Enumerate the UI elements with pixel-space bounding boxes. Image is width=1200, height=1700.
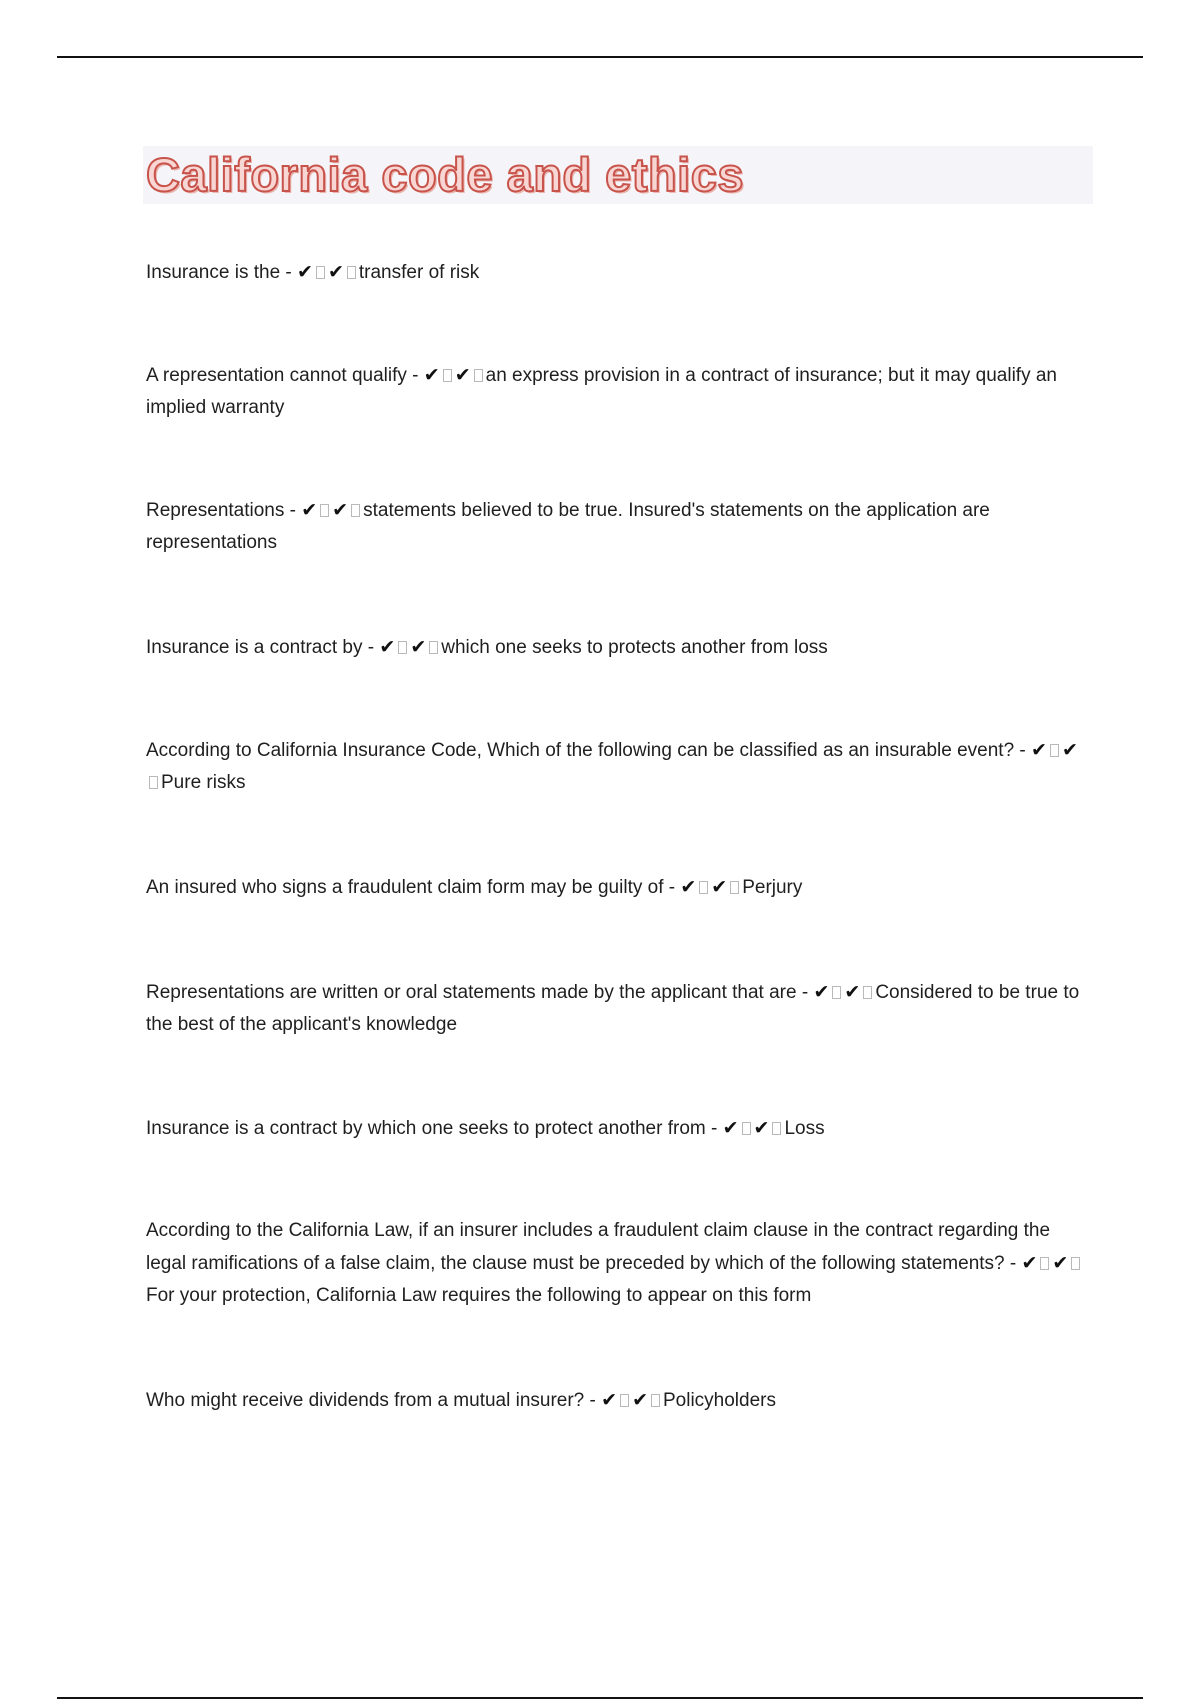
check-mark-icon: ✔ <box>297 261 313 283</box>
check-mark-icon: ✔ <box>327 261 344 283</box>
answer-text: Policyholders <box>662 1390 776 1411</box>
box-icon <box>443 369 452 382</box>
box-icon <box>772 1122 781 1135</box>
question-text: Insurance is a contract by which one seeks to protect another from - <box>146 1118 723 1139</box>
check-mark-icon: ✔ <box>813 981 830 1003</box>
check-mark-icon: ✔ <box>454 364 471 386</box>
box-icon <box>832 986 841 999</box>
answer-text: statements believed to be true. Insured's statements on the application are representations <box>146 500 990 553</box>
qa-item <box>146 734 1086 799</box>
check-mark-icon: ✔ <box>601 1389 618 1411</box>
answer-text: Loss <box>784 1118 825 1139</box>
check-mark-icon: ✔ <box>410 636 427 658</box>
box-icon <box>1040 1257 1049 1270</box>
box-icon <box>620 1394 629 1407</box>
box-icon <box>1050 744 1059 757</box>
check-mark-icon: ✔ <box>1052 1252 1069 1274</box>
question-text: A representation cannot qualify - <box>146 365 424 386</box>
check-mark-icon: ✔ <box>722 1117 739 1139</box>
check-mark-icon: ✔ <box>711 876 728 898</box>
box-icon <box>1071 1257 1080 1270</box>
qa-item <box>146 631 1086 664</box>
check-mark-icon: ✔ <box>753 1117 770 1139</box>
top-rule <box>57 56 1143 58</box>
check-mark-icon: ✔ <box>301 499 318 521</box>
question-text: Representations - <box>146 500 302 521</box>
box-icon <box>320 504 329 517</box>
check-mark-icon: ✔ <box>423 364 440 386</box>
check-mark-icon: ✔ <box>844 981 861 1003</box>
qa-item <box>146 1112 1086 1145</box>
question-text: Who might receive dividends from a mutual insurer? - <box>146 1390 602 1411</box>
qa-item <box>146 494 1086 559</box>
answer-text: transfer of risk <box>358 262 480 283</box>
answer-text: which one seeks to protects another from loss <box>441 637 828 658</box>
box-icon <box>651 1394 660 1407</box>
question-text: Insurance is a contract by - <box>146 637 380 658</box>
box-icon <box>699 881 708 894</box>
answer-text: an express provision in a contract of insurance; but it may qualify an implied warranty <box>146 365 1057 418</box>
answer-text: Perjury <box>742 877 803 898</box>
box-icon <box>316 266 325 279</box>
answer-text: Considered to be true to the best of the applicant's knowledge <box>146 982 1080 1035</box>
question-text: Insurance is the - <box>146 262 298 283</box>
question-text: According to California Insurance Code, Which of the following can be classified as an insurable event? - <box>146 740 1032 761</box>
box-icon <box>730 881 739 894</box>
bottom-rule <box>57 1697 1143 1699</box>
qa-item <box>146 1384 1086 1417</box>
qa-item <box>146 976 1086 1041</box>
answer-text: Pure risks <box>161 772 246 793</box>
check-mark-icon: ✔ <box>1021 1252 1038 1274</box>
box-icon <box>742 1122 751 1135</box>
answer-text: For your protection, California Law requires the following to appear on this form <box>146 1285 812 1306</box>
check-mark-icon: ✔ <box>680 876 697 898</box>
check-mark-icon: ✔ <box>1061 739 1078 761</box>
box-icon <box>398 641 407 654</box>
box-icon <box>474 369 483 382</box>
question-text: According to the California Law, if an insurer includes a fraudulent claim clause in the contract regarding the legal ramifications of a false claim, the clause must be preceded by which of the following statements? - <box>146 1220 1051 1274</box>
question-text: An insured who signs a fraudulent claim form may be guilty of - <box>146 877 681 898</box>
check-mark-icon: ✔ <box>632 1389 648 1411</box>
question-text: Representations are written or oral statements made by the applicant that are - <box>146 982 814 1003</box>
box-icon <box>351 504 360 517</box>
check-mark-icon: ✔ <box>379 636 396 658</box>
box-icon <box>429 641 438 654</box>
check-mark-icon: ✔ <box>1031 739 1047 761</box>
page-title: California code and ethics <box>146 148 745 201</box>
qa-item <box>146 871 1086 904</box>
check-mark-icon: ✔ <box>332 499 349 521</box>
box-icon <box>863 986 872 999</box>
qa-item <box>146 256 1086 289</box>
qa-item <box>146 1215 1086 1312</box>
qa-item <box>146 359 1086 424</box>
box-icon <box>347 266 356 279</box>
box-icon <box>149 776 158 789</box>
